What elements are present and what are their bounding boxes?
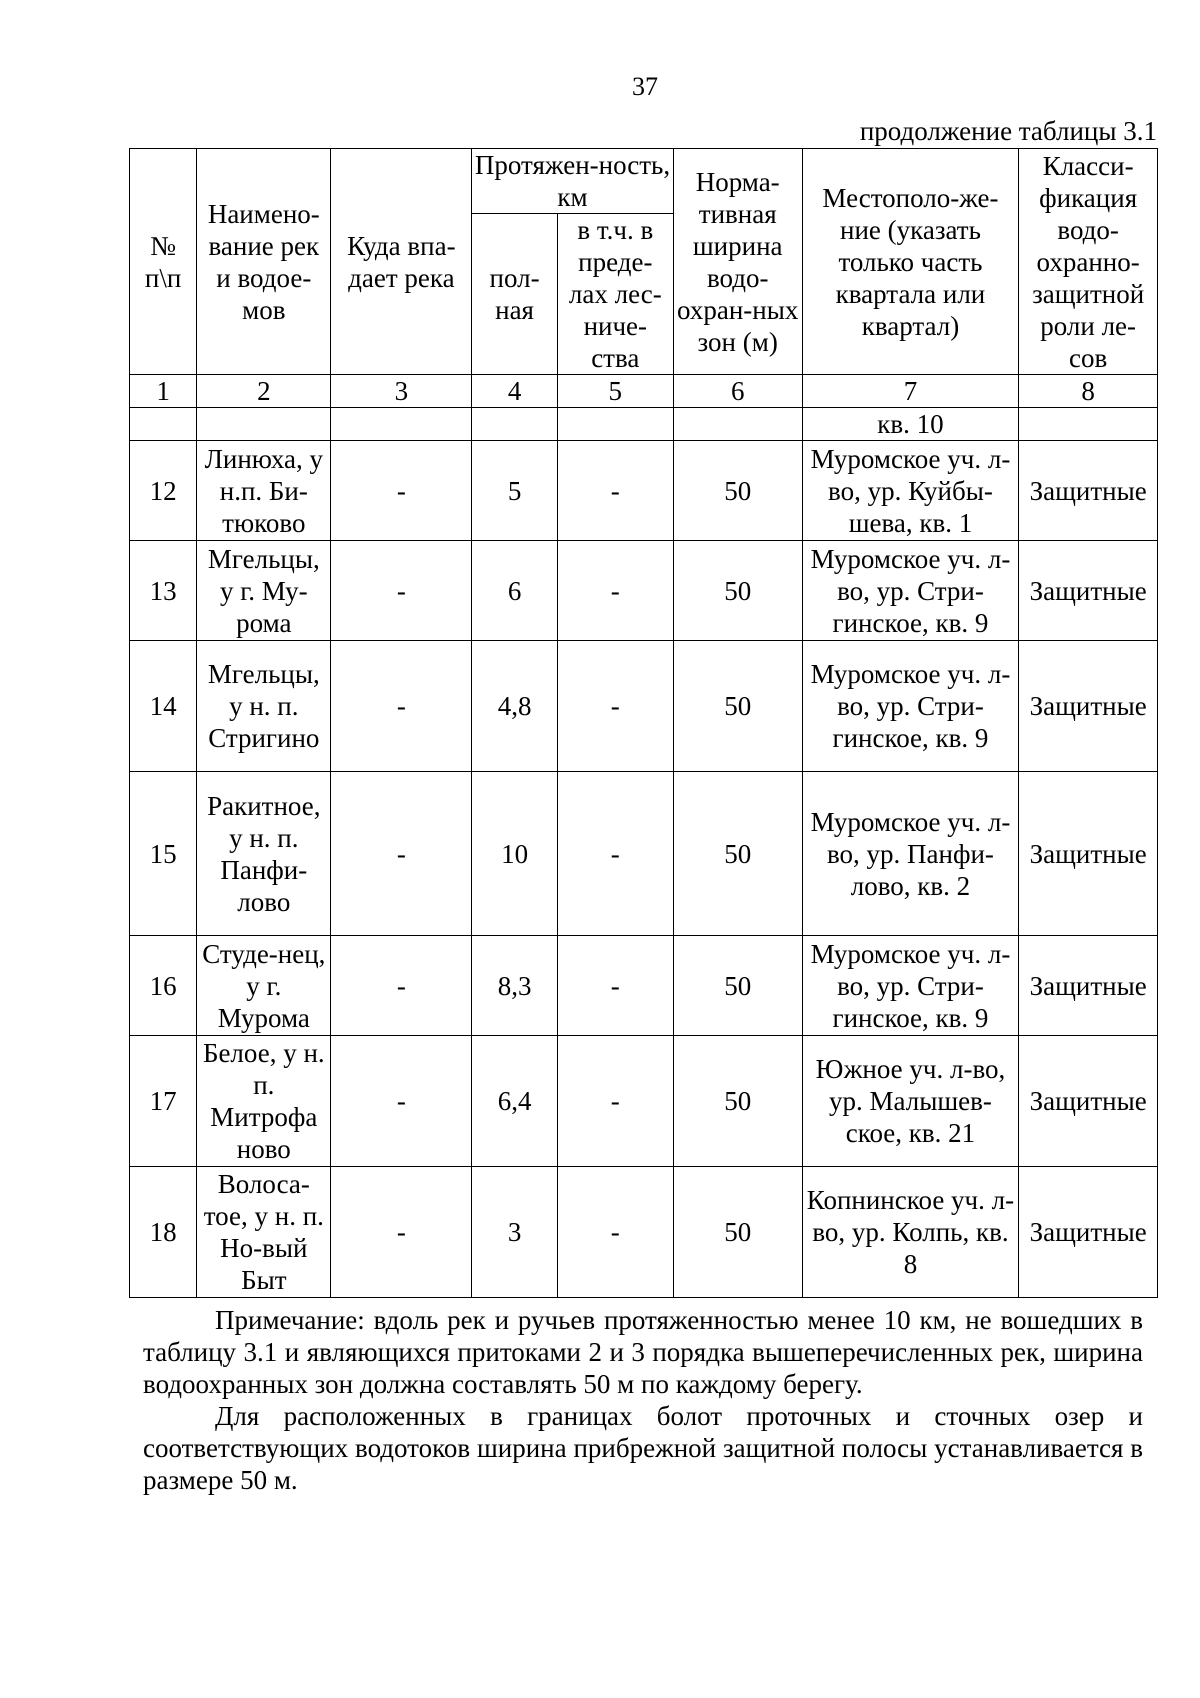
- length-forestry-cell: -: [557, 441, 673, 541]
- water-body-name-cell: Белое, у н. п. Митрофа ново: [197, 1036, 331, 1167]
- classification-cell: Защитные: [1019, 1036, 1158, 1167]
- header-location: Местополо-же-ние (указать только часть квартала или квартал): [802, 149, 1019, 375]
- table-row: [130, 441, 1158, 541]
- table-row: [130, 936, 1158, 1036]
- column-number: 8: [1019, 375, 1158, 408]
- length-forestry-cell: -: [557, 1036, 673, 1167]
- length-forestry-cell: -: [557, 772, 673, 936]
- location-cell: Копнинское уч. л-во, ур. Колпь, кв. 8: [802, 1167, 1019, 1298]
- length-forestry-cell: -: [557, 641, 673, 772]
- table-cell: [1019, 408, 1158, 441]
- row-number-cell: 12: [130, 441, 197, 541]
- table-notes: [143, 1304, 1143, 1496]
- flows-into-cell: -: [331, 541, 472, 641]
- note-paragraph: Для расположенных в границах болот проточных и сточных озер и соответствующих водотоков ширина прибрежной защитной полосы устанавливается в размере 50 м.: [143, 1401, 1143, 1495]
- table-cell: [197, 408, 331, 441]
- length-full-cell: 5: [472, 441, 558, 541]
- column-number: 1: [130, 375, 197, 408]
- column-number: 2: [197, 375, 331, 408]
- water-body-name-cell: Мгельцы, у г. Му-рома: [197, 541, 331, 641]
- row-number-cell: 13: [130, 541, 197, 641]
- column-number: 5: [557, 375, 673, 408]
- zone-width-cell: 50: [673, 1167, 802, 1298]
- flows-into-cell: -: [331, 441, 472, 541]
- length-full-cell: 4,8: [472, 641, 558, 772]
- location-cell: Муромское уч. л-во, ур. Стри-гинское, кв. 9: [802, 641, 1019, 772]
- zone-width-cell: 50: [673, 772, 802, 936]
- classification-cell: Защитные: [1019, 641, 1158, 772]
- row-number-cell: 16: [130, 936, 197, 1036]
- flows-into-cell: -: [331, 936, 472, 1036]
- length-full-cell: 3: [472, 1167, 558, 1298]
- classification-cell: Защитные: [1019, 772, 1158, 936]
- classification-cell: Защитные: [1019, 936, 1158, 1036]
- row-number-cell: 15: [130, 772, 197, 936]
- length-full-cell: 6,4: [472, 1036, 558, 1167]
- row-number-cell: 18: [130, 1167, 197, 1298]
- water-body-name-cell: Линюха, у н.п. Би-тюково: [197, 441, 331, 541]
- classification-cell: Защитные: [1019, 1167, 1158, 1298]
- location-cell: Муромское уч. л-во, ур. Стри-гинское, кв. 9: [802, 936, 1019, 1036]
- length-forestry-cell: -: [557, 541, 673, 641]
- carryover-row: [130, 408, 1158, 441]
- water-protection-table: [129, 148, 1158, 1298]
- table-cell: [673, 408, 802, 441]
- length-full-cell: 6: [472, 541, 558, 641]
- flows-into-cell: -: [331, 1036, 472, 1167]
- header-length-full: пол-ная: [472, 214, 558, 375]
- classification-cell: Защитные: [1019, 541, 1158, 641]
- header-zone-width: Норма-тивная ширина водо-охран-ных зон (м): [673, 149, 802, 375]
- zone-width-cell: 50: [673, 1036, 802, 1167]
- header-length-group: Протяжен-ность, км: [472, 149, 673, 214]
- zone-width-cell: 50: [673, 441, 802, 541]
- table-row: [130, 1167, 1158, 1298]
- length-full-cell: 8,3: [472, 936, 558, 1036]
- table-continuation-label: продолжение таблицы 3.1: [859, 116, 1157, 146]
- table-cell: [331, 408, 472, 441]
- header-length-forestry: в т.ч. в преде-лах лес-ниче-ства: [557, 214, 673, 375]
- water-body-name-cell: Мгельцы, у н. п. Стригино: [197, 641, 331, 772]
- header-name: Наимено-вание рек и водое-мов: [197, 149, 331, 375]
- zone-width-cell: 50: [673, 936, 802, 1036]
- table-row: [130, 541, 1158, 641]
- column-number: 6: [673, 375, 802, 408]
- zone-width-cell: 50: [673, 641, 802, 772]
- flows-into-cell: -: [331, 1167, 472, 1298]
- row-number-cell: 17: [130, 1036, 197, 1167]
- table-row: [130, 1036, 1158, 1167]
- location-cell: Муромское уч. л-во, ур. Стри-гинское, кв. 9: [802, 541, 1019, 641]
- column-number: 4: [472, 375, 558, 408]
- table-row: [130, 641, 1158, 772]
- row-number-cell: 14: [130, 641, 197, 772]
- column-number: 7: [802, 375, 1019, 408]
- column-number-row: [130, 375, 1158, 408]
- page-number: 37: [632, 72, 658, 101]
- length-full-cell: 10: [472, 772, 558, 936]
- table-cell: [472, 408, 558, 441]
- water-body-name-cell: Студе-нец, у г. Мурома: [197, 936, 331, 1036]
- header-classification: Класси-фикация водо-охранно-защитной роли ле-сов: [1019, 149, 1158, 375]
- location-cell: Муромское уч. л-во, ур. Панфи-лово, кв. 2: [802, 772, 1019, 936]
- column-number: 3: [331, 375, 472, 408]
- location-cell: Муромское уч. л-во, ур. Куйбы-шева, кв. 1: [802, 441, 1019, 541]
- note-paragraph: Примечание: вдоль рек и ручьев протяженностью менее 10 км, не вошедших в таблицу 3.1 и являющихся притоками 2 и 3 порядка вышеперечисленных рек, ширина водоохранных зон должна составлять 50 м по каждому берегу.: [143, 1305, 1143, 1399]
- flows-into-cell: -: [331, 641, 472, 772]
- classification-cell: Защитные: [1019, 441, 1158, 541]
- location-cell: Южное уч. л-во, ур. Малышев-ское, кв. 21: [802, 1036, 1019, 1167]
- length-forestry-cell: -: [557, 936, 673, 1036]
- water-body-name-cell: Ракитное, у н. п. Панфи-лово: [197, 772, 331, 936]
- table-cell: [130, 408, 197, 441]
- zone-width-cell: 50: [673, 541, 802, 641]
- header-flows-into: Куда впа-дает река: [331, 149, 472, 375]
- table-cell: [557, 408, 673, 441]
- length-forestry-cell: -: [557, 1167, 673, 1298]
- header-number: № п\п: [130, 149, 197, 375]
- water-body-name-cell: Волоса-тое, у н. п. Но-вый Быт: [197, 1167, 331, 1298]
- table-row: [130, 772, 1158, 936]
- carryover-location-cell: кв. 10: [802, 408, 1019, 441]
- flows-into-cell: -: [331, 772, 472, 936]
